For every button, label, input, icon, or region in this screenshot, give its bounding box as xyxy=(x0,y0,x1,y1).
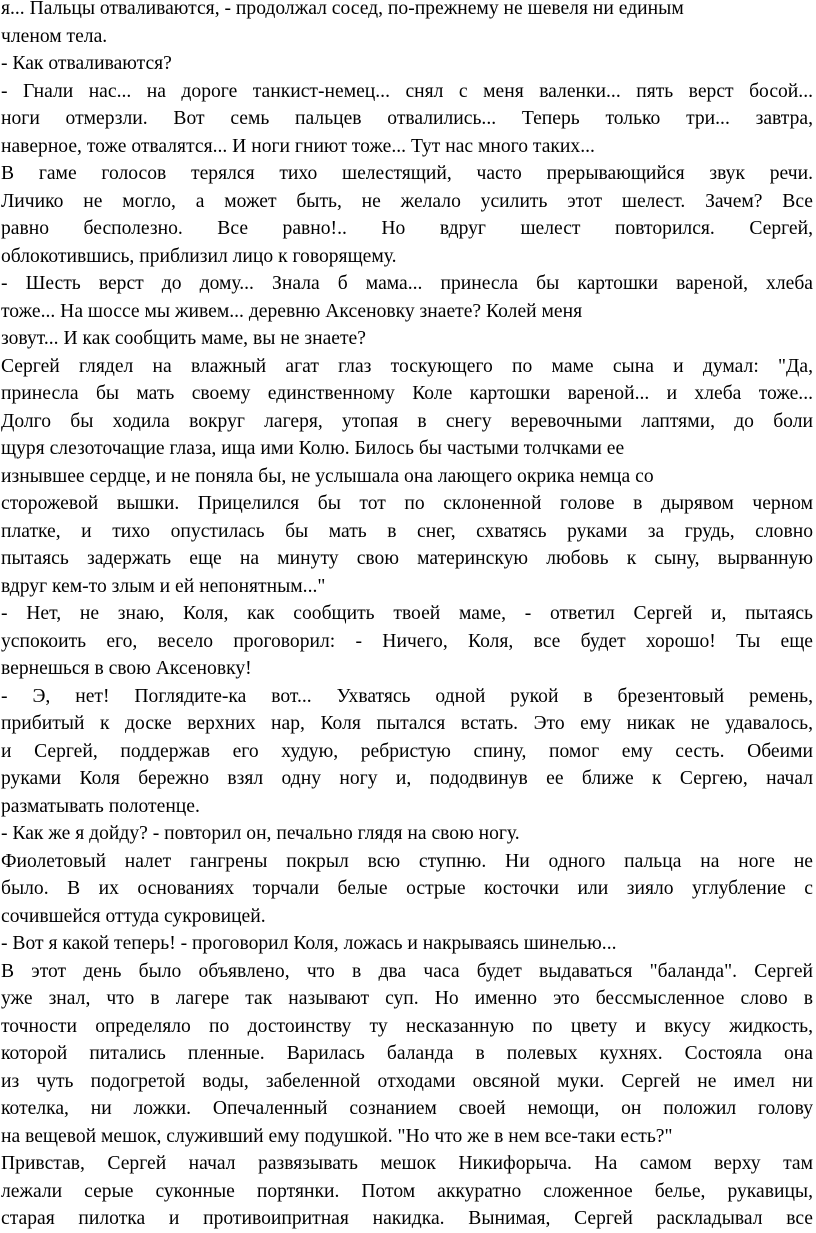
text-line: из чуть подогретой воды, забеленной отходами овсяной муки. Сергей не имел ни xyxy=(1,1070,813,1092)
body-text xyxy=(1,0,813,1233)
text-line: прибитый к доске верхних нар, Коля пытался встать. Это ему никак не удавалось, xyxy=(1,713,813,734)
text-line: на вещевой мешок, служивший ему подушкой. "Но что же в нем все-таки есть?" xyxy=(1,1125,673,1147)
text-line: равно бесполезно. Все равно!.. Но вдруг шелест повторился. Сергей, xyxy=(1,218,813,239)
text-line: Личико не могло, а может быть, не желало усилить этот шелест. Зачем? Все xyxy=(1,190,813,212)
text-line: руками Коля бережно взял одну ногу и, пододвинув ее ближе к Сергею, начал xyxy=(1,768,813,789)
text-line: разматывать полотенце. xyxy=(1,795,200,817)
text-line: Долго бы ходила вокруг лагеря, утопая в снегу веревочными лаптями, до боли xyxy=(1,410,813,432)
text-line: - Гнали нас... на дороге танкист-немец... снял с меня валенки... пять верст босой... xyxy=(1,80,813,102)
text-line: сторожевой вышки. Прицелился бы тот по склоненной голове в дырявом черном xyxy=(1,493,813,514)
text-line: и Сергей, поддержав его худую, ребристую спину, помог ему сесть. Обеими xyxy=(1,740,813,762)
text-line: которой питались пленные. Варилась баланда в полевых кухнях. Состояла она xyxy=(1,1043,813,1064)
text-line: наверное, тоже отвалятся... И ноги гниют тоже... Тут нас много таких... xyxy=(1,135,595,157)
text-line: точности определяло по достоинству ту несказанную по цвету и вкусу жидкость, xyxy=(1,1015,813,1037)
text-line: щуря слезоточащие глаза, ища ими Колю. Билось бы частыми толчками ее xyxy=(1,438,625,459)
text-line: пытаясь задержать еще на минуту свою материнскую любовь к сыну, вырванную xyxy=(1,548,813,569)
text-line: зовут... И как сообщить маме, вы не знаете? xyxy=(1,328,366,349)
text-line: В гаме голосов терялся тихо шелестящий, часто прерывающийся звук речи. xyxy=(1,163,813,184)
text-line: успокоить его, весело проговорил: - Ничего, Коля, все будет хорошо! Ты еще xyxy=(1,630,813,652)
text-line: принесла бы мать своему единственному Коле картошки вареной... и хлеба тоже... xyxy=(1,383,813,404)
text-line: - Как же я дойду? - повторил он, печально глядя на свою ногу. xyxy=(1,823,520,844)
text-line: облокотившись, приблизил лицо к говорящему. xyxy=(1,245,397,267)
text-line: было. В их основаниях торчали белые острые косточки или зияло углубление с xyxy=(1,878,813,899)
text-line: - Как отваливаются? xyxy=(1,53,172,74)
text-line: ноги отмерзли. Вот семь пальцев отвалились... Теперь только три... завтра, xyxy=(1,108,813,129)
text-line: котелка, ни ложки. Опечаленный сознанием своей немощи, он положил голову xyxy=(1,1098,813,1119)
text-line: - Шесть верст до дому... Знала б мама... принесла бы картошки вареной, хлеба xyxy=(1,273,813,294)
text-line: Фиолетовый налет гангрены покрыл всю ступню. Ни одного пальца на ноге не xyxy=(1,850,813,872)
text-line: я... Пальцы отваливаются, - продолжал сосед, по-прежнему не шевеля ни единым xyxy=(1,0,684,19)
text-line: старая пилотка и противоипритная накидка. Вынимая, Сергей раскладывал все xyxy=(1,1208,813,1229)
text-line: - Нет, не знаю, Коля, как сообщить твоей маме, - ответил Сергей и, пытаясь xyxy=(1,603,813,624)
text-line: членом тела. xyxy=(1,25,108,47)
text-line: изнывшее сердце, и не поняла бы, не услышала она лающего окрика немца со xyxy=(1,465,654,487)
text-line: - Вот я какой теперь! - проговорил Коля, ложась и накрываясь шинелью... xyxy=(1,933,617,954)
text-line: вдруг кем-то злым и ей непонятным..." xyxy=(1,575,326,597)
text-line: - Э, нет! Поглядите-ка вот... Ухватясь одной рукой в брезентовый ремень, xyxy=(1,685,813,707)
text-line: лежали серые суконные портянки. Потом аккуратно сложенное белье, рукавицы, xyxy=(1,1180,813,1202)
text-line: вернешься в свою Аксеновку! xyxy=(1,658,252,679)
text-line: Сергей глядел на влажный агат глаз тоскующего по маме сына и думал: "Да, xyxy=(1,355,813,377)
text-line: сочившейся оттуда сукровицей. xyxy=(1,905,266,927)
text-line: Привстав, Сергей начал развязывать мешок Никифорыча. На самом верху там xyxy=(1,1153,813,1174)
text-line: тоже... На шоссе мы живем... деревню Аксеновку знаете? Колей меня xyxy=(1,300,583,322)
text-line: уже знал, что в лагере так называют суп. Но именно это бессмысленное слово в xyxy=(1,988,813,1009)
text-line: платке, и тихо опустилась бы мать в снег, схватясь руками за грудь, словно xyxy=(1,520,813,542)
text-line: В этот день было объявлено, что в два часа будет выдаваться "баланда". Сергей xyxy=(1,960,813,982)
